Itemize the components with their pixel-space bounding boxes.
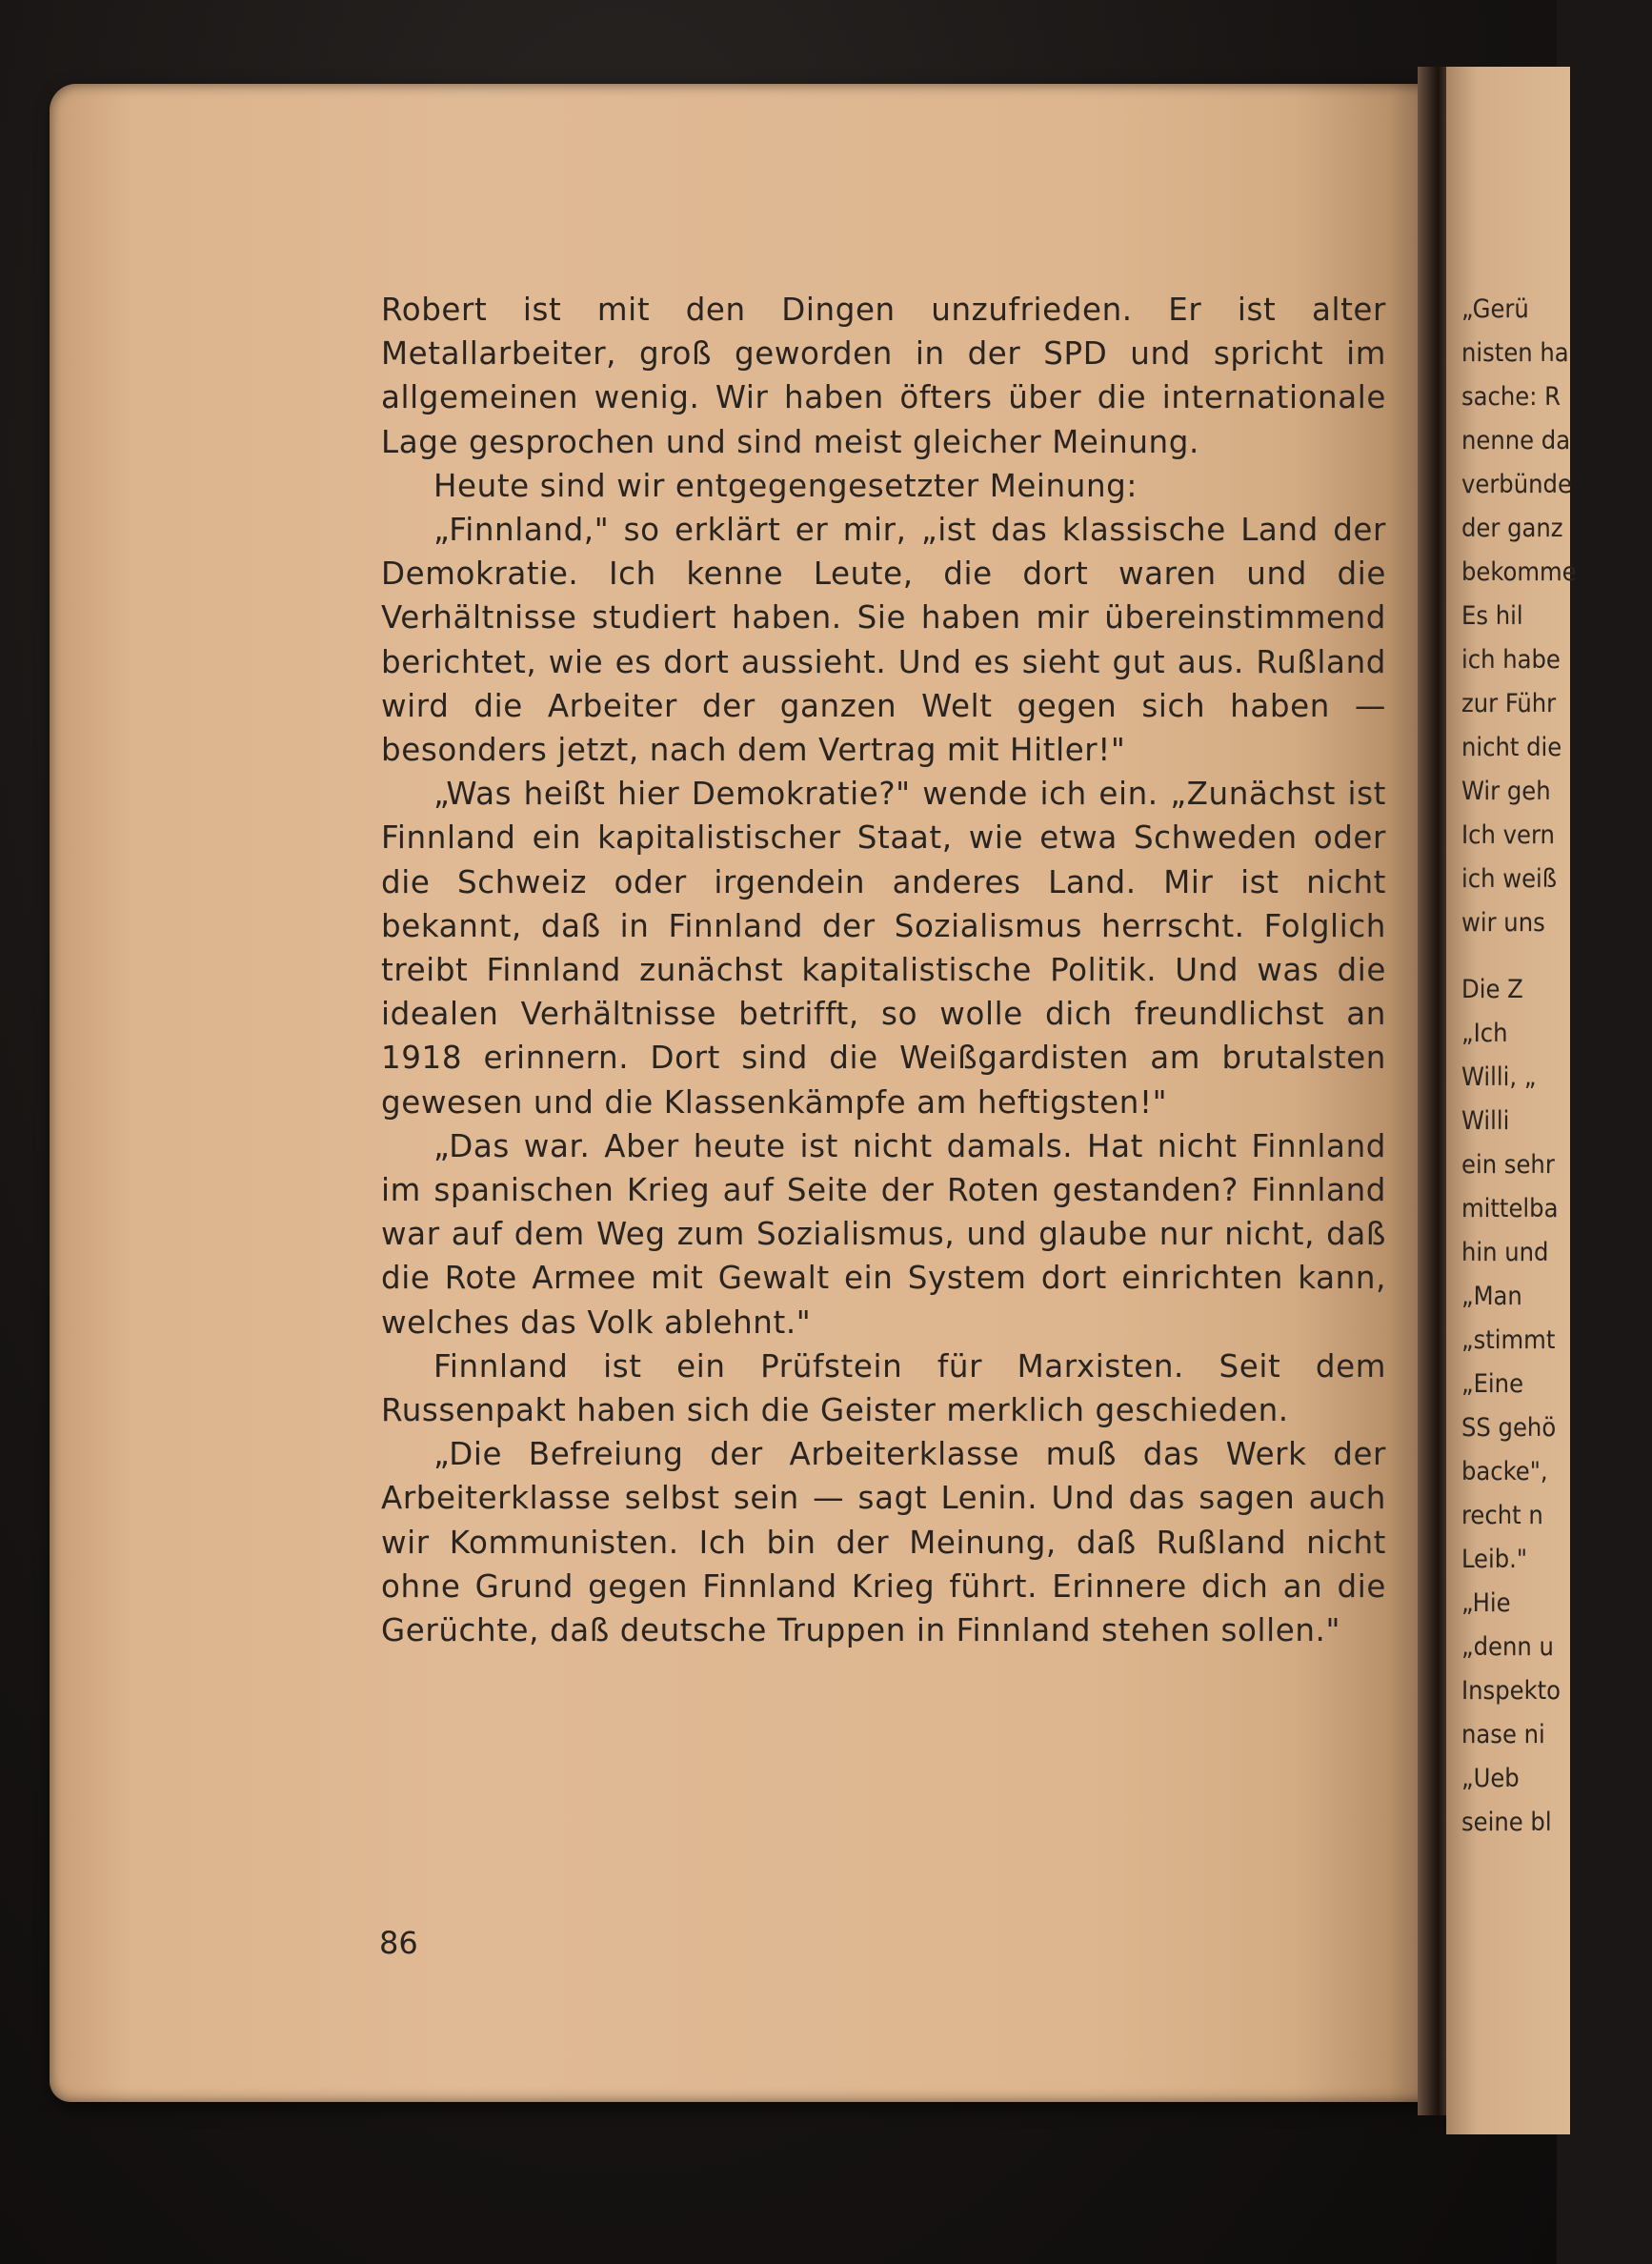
facing-page-line: Die Z [1461, 975, 1523, 1004]
facing-page-line: backe", [1461, 1457, 1548, 1486]
facing-page-line: nase ni [1461, 1720, 1545, 1749]
facing-page-line: „Gerü [1461, 294, 1529, 324]
facing-page-line: ich habe [1461, 645, 1561, 675]
facing-page-line: mittelba [1461, 1194, 1559, 1223]
paragraph-5: „Das war. Aber heute ist nicht damals. Hat nicht Finnland im spanischen Krieg auf Seite der Roten gestanden? Finnland war auf dem Weg zum Sozialismus, und glaube nur nicht, daß die Rote Armee mit Gewalt ein System dort einrichten kann, welches das Volk ablehnt." [381, 1127, 1386, 1341]
facing-page-line: „denn u [1461, 1632, 1554, 1662]
facing-page-line: „stimmt [1461, 1325, 1556, 1355]
facing-page-line: seine bl [1461, 1808, 1552, 1837]
facing-page-line: „Hie [1461, 1588, 1511, 1618]
page-number: 86 [379, 1925, 418, 1961]
facing-page-line: der ganz [1461, 514, 1563, 543]
facing-page-line: Wir geh [1461, 777, 1551, 806]
facing-page-line: Es hil [1461, 601, 1523, 631]
facing-page-line: „Ich [1461, 1019, 1508, 1048]
facing-page-line: sache: R [1461, 382, 1561, 412]
facing-page-line: zur Führ [1461, 689, 1557, 718]
facing-page-line: ein sehr [1461, 1150, 1555, 1180]
facing-page-line: verbünde [1461, 470, 1572, 499]
paragraph-2: Heute sind wir entgegengesetzter Meinung: [433, 467, 1138, 504]
page-body-text [381, 288, 1386, 1652]
facing-page-line: hin und [1461, 1238, 1549, 1267]
paragraph-6: Finnland ist ein Prüfstein für Marxisten. Seit dem Russenpakt haben sich die Geister merklich geschieden. [381, 1347, 1386, 1429]
paragraph-4: „Was heißt hier Demokratie?" wende ich ein. „Zunächst ist Finnland ein kapitalistischer Staat, wie etwa Schweden oder die Schweiz oder irgendein anderes Land. Mir ist nicht bekannt, daß in Finnland der Sozialismus herrscht. Folglich treibt Finnland zunächst kapitalistische Politik. Und was die idealen Verhältnisse betrifft, so wolle dich freundlichst an 1918 erinnern. Dort sind die Weißgardisten am brutalsten gewesen und die Klassenkämpfe am heftigsten!" [381, 776, 1386, 1121]
paragraph-1: Robert ist mit den Dingen unzufrieden. Er ist alter Metallarbeiter, groß geworden in der SPD und spricht im allgemeinen wenig. Wir haben öfters über die internationale Lage gesprochen und sind meist gleicher Meinung. [381, 292, 1386, 460]
facing-page-line: nisten ha [1461, 338, 1569, 368]
facing-page-line: recht n [1461, 1501, 1543, 1530]
facing-page-line: Willi, „ [1461, 1062, 1537, 1092]
right-book-page-edge [1446, 67, 1577, 2134]
facing-page-line: „Eine [1461, 1369, 1524, 1399]
facing-page-line: bekomme [1461, 557, 1577, 587]
facing-page-line [1461, 945, 1652, 968]
facing-page-line: nenne da [1461, 426, 1571, 455]
facing-page-line: Leib." [1461, 1545, 1528, 1574]
paragraph-7: „Die Befreiung der Arbeiterklasse muß das Werk der Arbeiterklasse selbst sein — sagt Lenin. Und das sagen auch wir Kommunisten. Ich bin der Meinung, daß Rußland nicht ohne Grund gegen Finnland Krieg führt. Erinnere dich an die Gerüchte, daß deutsche Truppen in Finnland stehen sollen." [381, 1436, 1386, 1649]
paragraph-3: „Finnland," so erklärt er mir, „ist das klassische Land der Demokratie. Ich kenne Leute, die dort waren und die Verhältnisse studiert haben. Sie haben mir übereinstimmend berichtet, wie es dort aussieht. Und es sieht gut aus. Rußland wird die Arbeiter der ganzen Welt gegen sich haben — besonders jetzt, nach dem Vertrag mit Hitler!" [381, 512, 1386, 769]
facing-page-line: Willi [1461, 1106, 1510, 1136]
facing-page-line: „Ueb [1461, 1764, 1520, 1793]
facing-page-line: „Man [1461, 1282, 1522, 1311]
facing-page-line: ich weiß [1461, 864, 1558, 894]
facing-page-line: wir uns [1461, 908, 1545, 938]
facing-page-text-fragments [1461, 288, 1652, 1845]
facing-page-line: Inspekto [1461, 1676, 1561, 1706]
facing-page-line: nicht die [1461, 733, 1562, 762]
facing-page-line: SS gehö [1461, 1413, 1557, 1443]
facing-page-line: Ich vern [1461, 820, 1555, 850]
